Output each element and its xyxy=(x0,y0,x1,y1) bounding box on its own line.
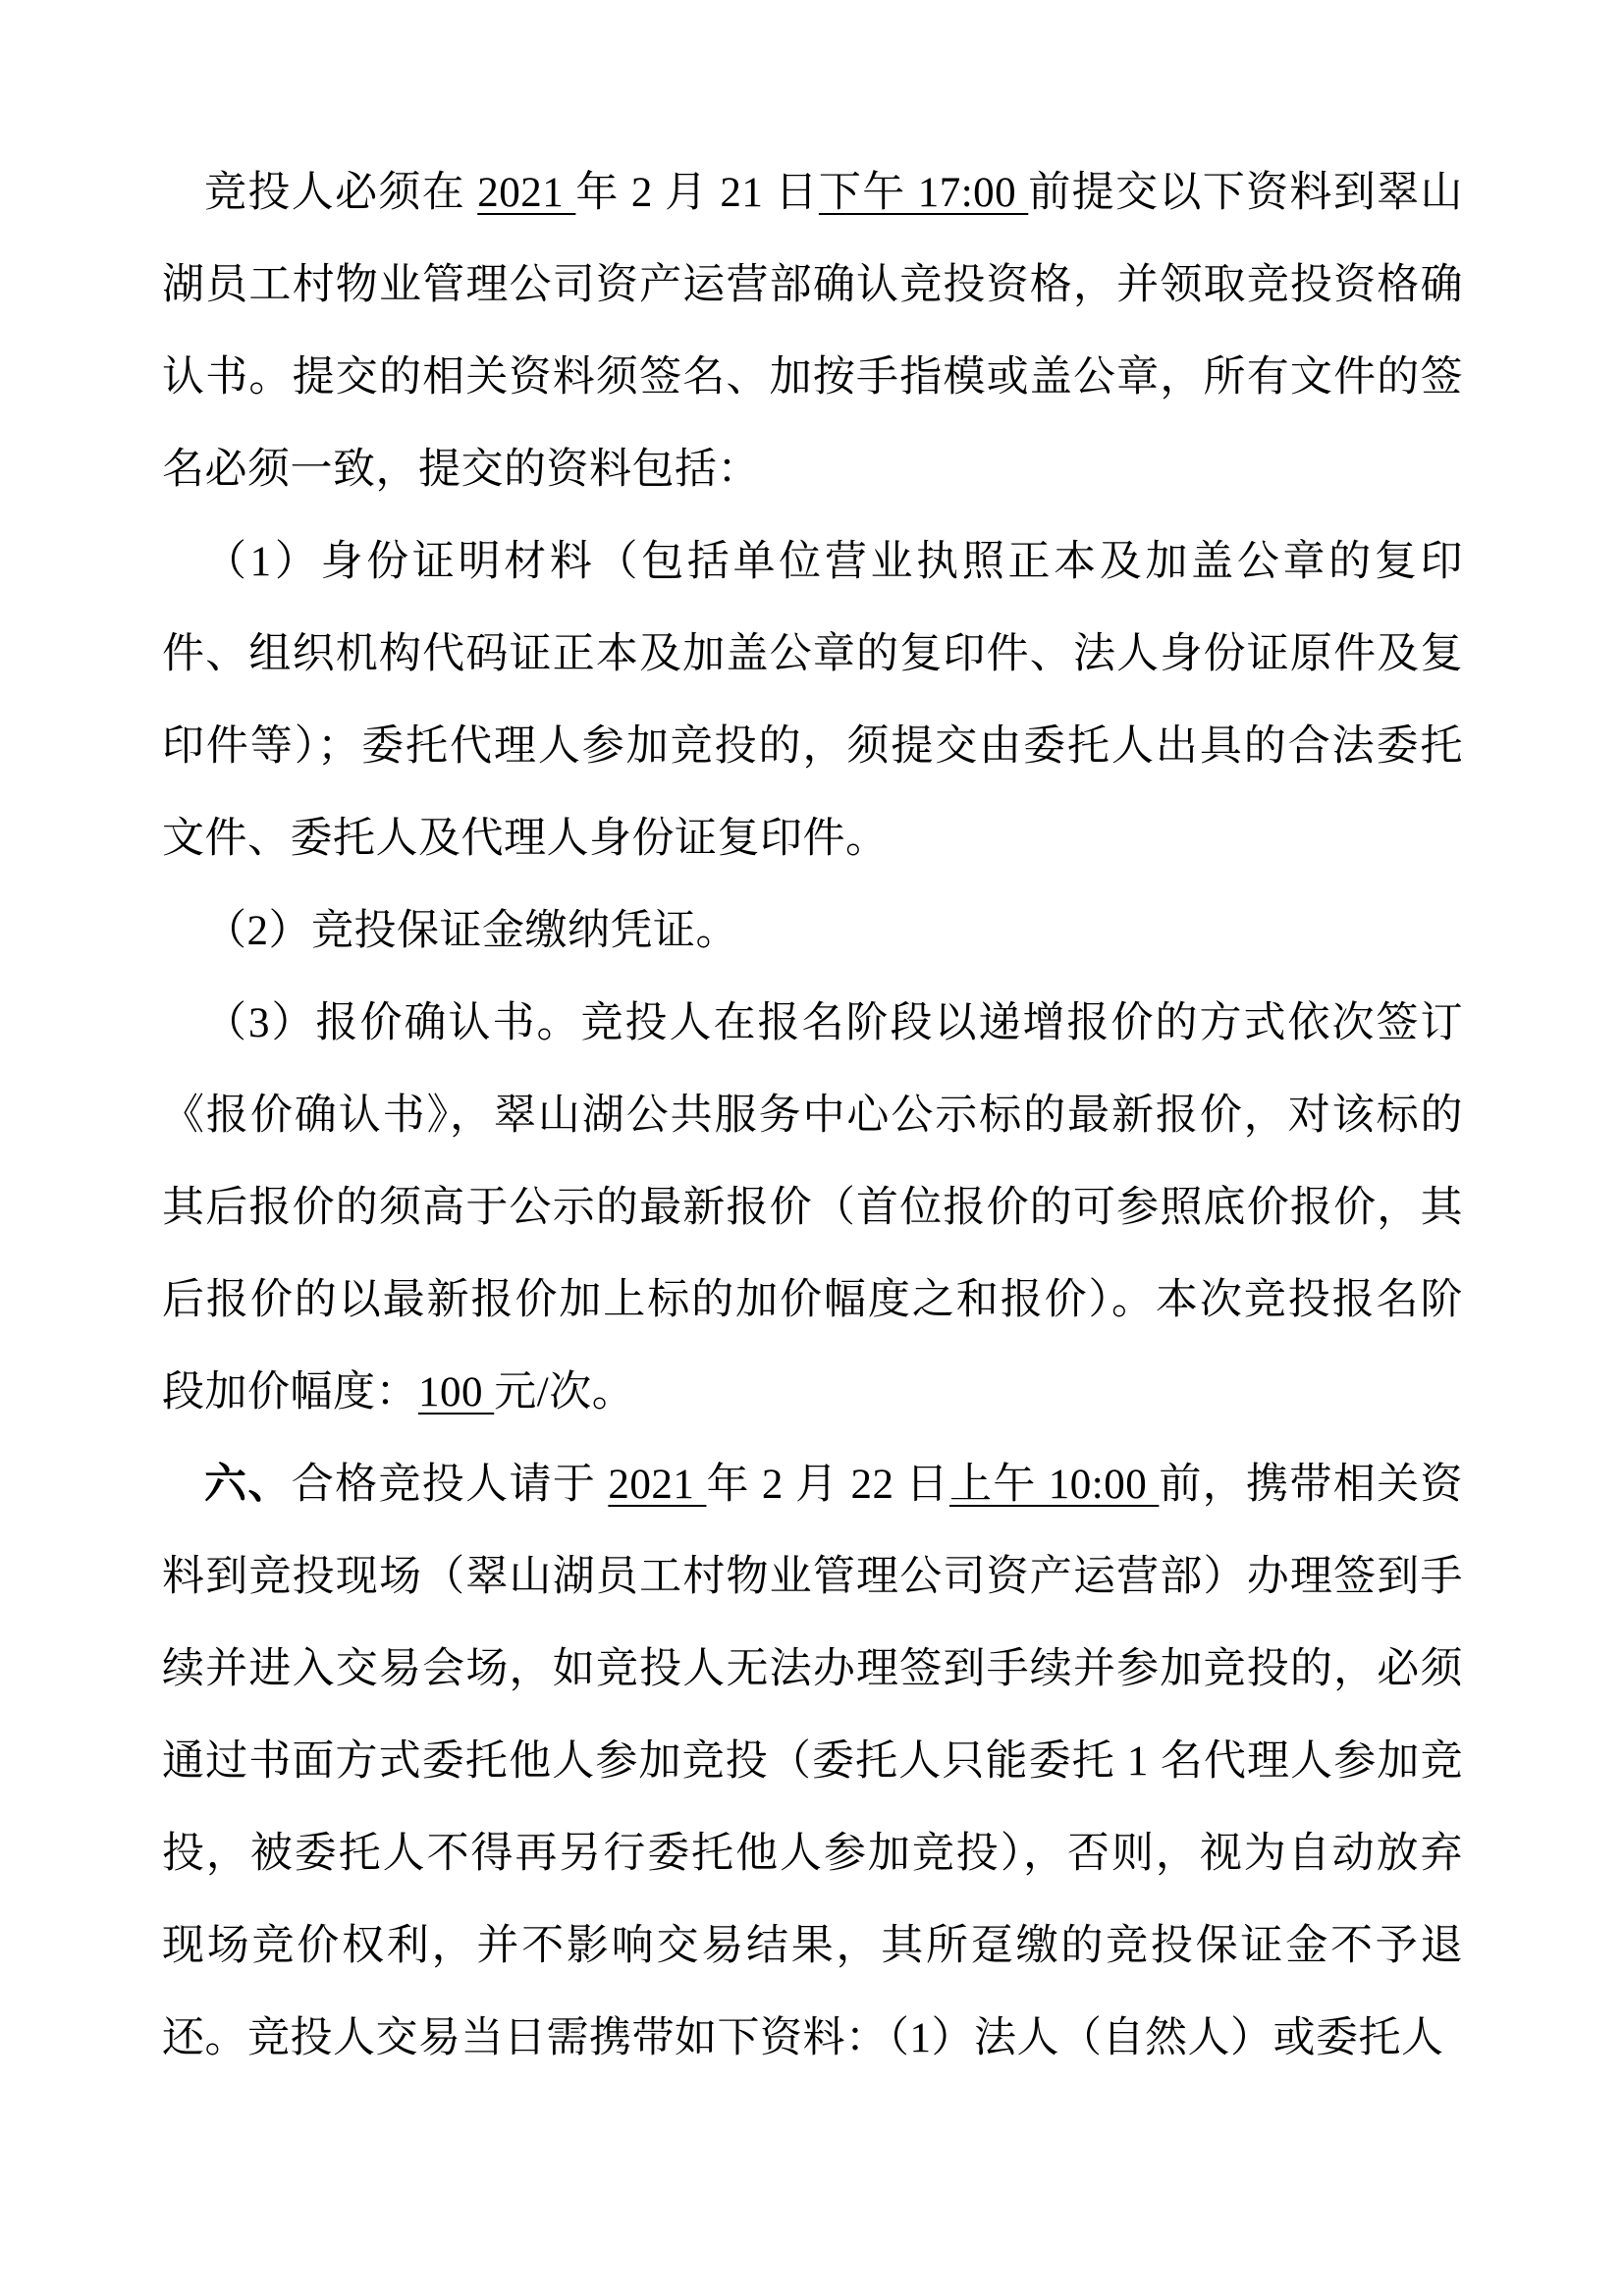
paragraph xyxy=(162,1439,1463,2085)
underlined-text-run: 2021 xyxy=(608,1462,707,1508)
text-run: 元/次。 xyxy=(494,1369,635,1415)
underlined-text-run: 上午 10:00 xyxy=(948,1462,1160,1508)
text-run: 前，携带相关资料到竞投现场（翠山湖员工村物业管理公司资产运营部）办理签到手续并进入交易会场，如竞投人无法办理签到手续并参加竞投的，必须通过书面方式委托他人参加竞投（委托人只能委托 1 名代理人参加竞投，被委托人不得再另行委托他人参加竞投），否则，视为自动放弃现场竞价权利，并不影响交易结果，其所趸缴的竞投保证金不予退还。竞投人交易当日需携带如下资料：（1）法人（自然人）或委托人 xyxy=(162,1462,1464,2061)
underlined-text-run: 100 xyxy=(418,1369,495,1415)
paragraph xyxy=(162,885,1463,978)
text-run: 前提交以下资料到翠山湖员工村物业管理公司资产运营部确认竞投资格，并领取竞投资格确认书。提交的相关资料须签名、加按手指模或盖公章，所有文件的签名必须一致，提交的资料包括： xyxy=(162,170,1464,493)
text-run: （2）竞投保证金缴纳凭证。 xyxy=(204,908,738,954)
paragraph xyxy=(162,516,1463,885)
text-run: 合格竞投人请于 xyxy=(291,1462,609,1508)
text-run: （3）报价确认书。竞投人在报名阶段以递增报价的方式依次签订《报价确认书》，翠山湖公共服务中心公示标的最新报价，对该标的其后报价的须高于公示的最新报价（首位报价的可参照底价报价，其后报价的以最新报价加上标的加价幅度之和报价）。本次竞投报名阶段加价幅度： xyxy=(162,1000,1463,1415)
text-run: 年 2 月 21 日 xyxy=(575,170,819,216)
bold-text-run: 六、 xyxy=(204,1462,292,1508)
text-run: 竞投人必须在 xyxy=(204,170,478,216)
text-run: （1）身份证明材料（包括单位营业执照正本及加盖公章的复印件、组织机构代码证正本及加盖公章的复印件、法人身份证原件及复印件等）；委托代理人参加竞投的，须提交由委托人出具的合法委托文件、委托人及代理人身份证复印件。 xyxy=(162,539,1463,862)
paragraph xyxy=(162,147,1463,516)
document-body xyxy=(162,147,1463,2085)
underlined-text-run: 下午 17:00 xyxy=(818,170,1029,216)
underlined-text-run: 2021 xyxy=(477,170,576,216)
paragraph xyxy=(162,978,1463,1439)
text-run: 年 2 月 22 日 xyxy=(706,1462,949,1508)
